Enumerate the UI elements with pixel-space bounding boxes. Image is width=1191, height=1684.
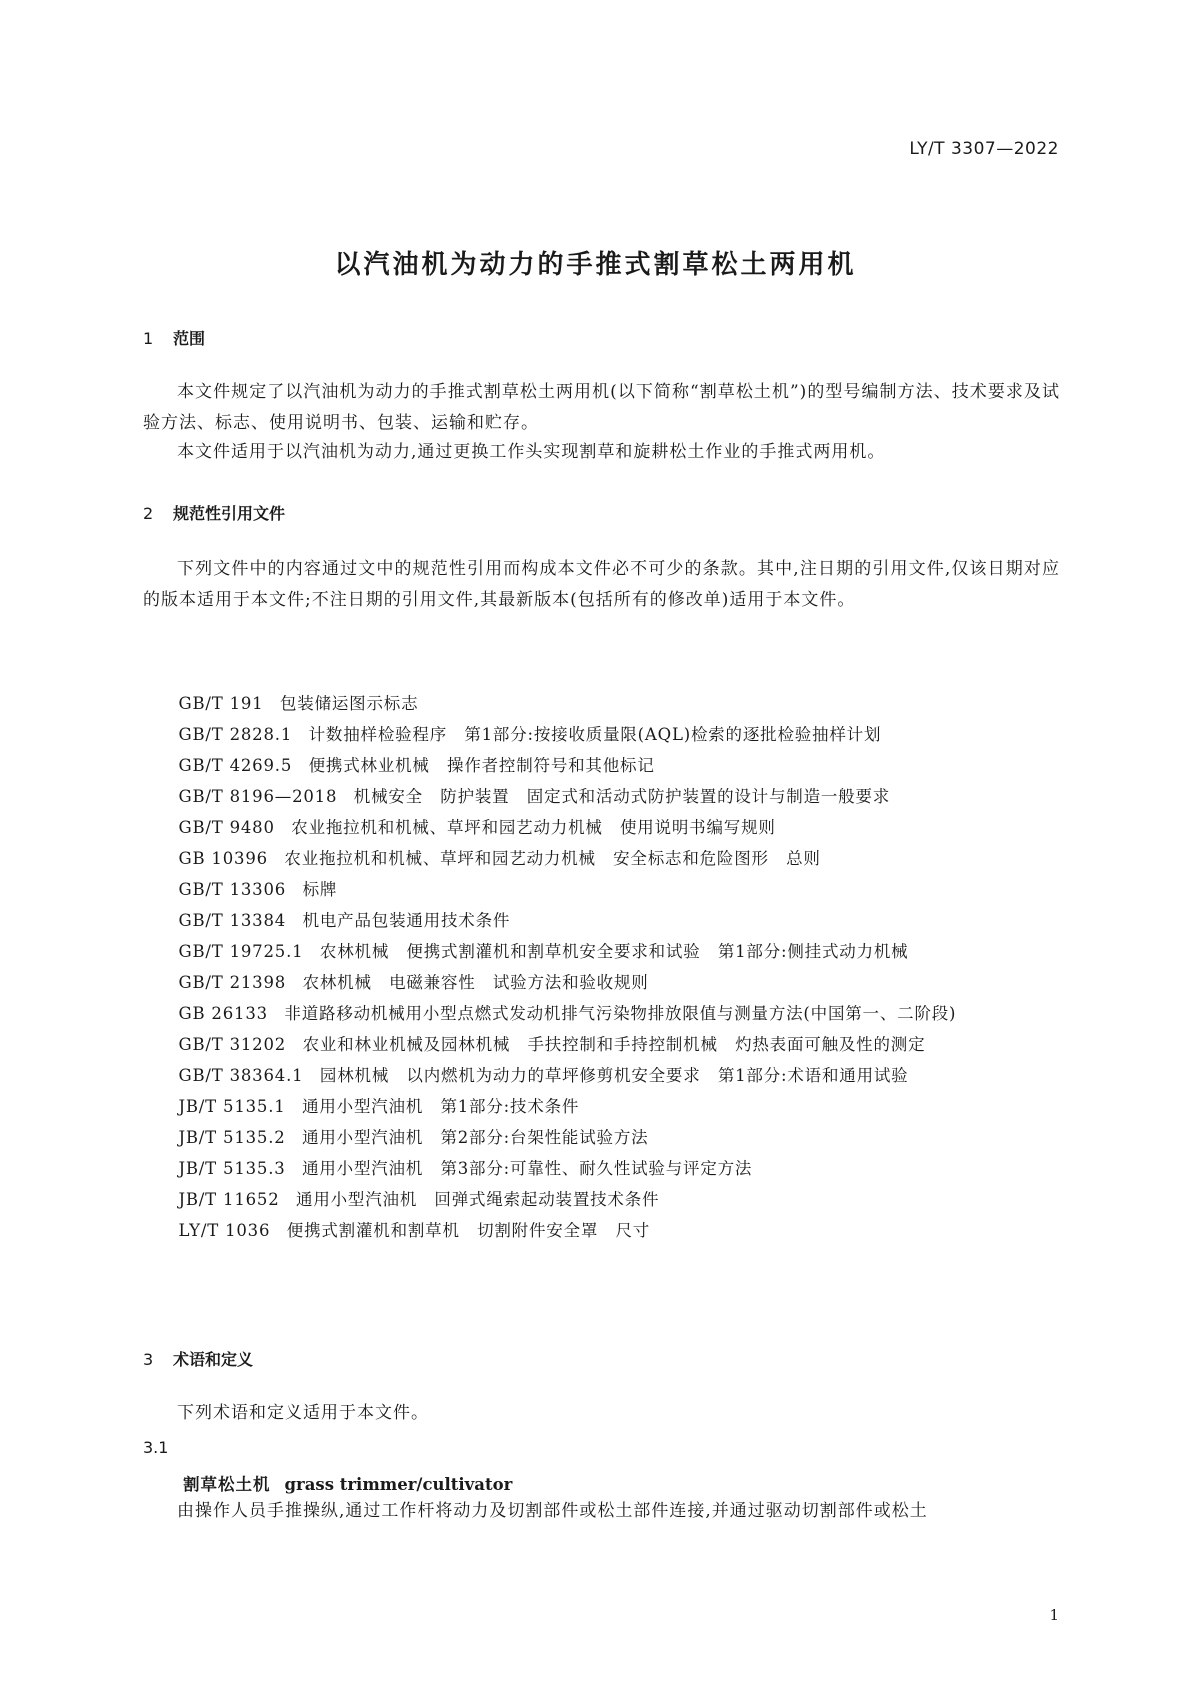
page-number: 1	[1049, 1606, 1059, 1624]
reference-item	[143, 750, 1060, 781]
section-number: 3	[143, 1350, 154, 1369]
term-entry	[183, 1471, 512, 1495]
reference-item	[143, 719, 1060, 750]
reference-code: GB/T 19725.1	[178, 942, 304, 961]
scope-paragraph-2: 本文件适用于以汽油机为动力,通过更换工作头实现割草和旋耕松土作业的手推式两用机。	[177, 442, 886, 462]
reference-item	[143, 905, 1060, 936]
reference-item	[143, 1060, 1060, 1091]
reference-title: 农业拖拉机和机械、草坪和园艺动力机械 安全标志和危险图形 总则	[284, 849, 821, 868]
reference-list	[143, 688, 1060, 1246]
reference-item	[143, 1215, 1060, 1246]
reference-code: GB/T 38364.1	[178, 1066, 304, 1085]
reference-item	[143, 998, 1060, 1029]
reference-title: 通用小型汽油机 回弹式绳索起动装置技术条件	[296, 1190, 660, 1209]
reference-code: JB/T 5135.3	[178, 1159, 286, 1178]
reference-item	[143, 936, 1060, 967]
reference-code: JB/T 11652	[178, 1190, 280, 1209]
section-number: 2	[143, 504, 154, 523]
section-number: 1	[143, 329, 154, 348]
reference-title: 通用小型汽油机 第3部分:可靠性、耐久性试验与评定方法	[302, 1159, 753, 1178]
reference-item	[143, 1184, 1060, 1215]
reference-code: GB/T 13384	[178, 911, 287, 930]
reference-title: 计数抽样检验程序 第1部分:按接收质量限(AQL)检索的逐批检验抽样计划	[308, 725, 882, 744]
reference-code: GB 10396	[178, 849, 268, 868]
section-title: 规范性引用文件	[173, 504, 286, 523]
reference-title: 标牌	[302, 880, 338, 899]
reference-code: GB/T 9480	[178, 818, 275, 837]
reference-code: GB/T 8196—2018	[178, 787, 338, 806]
reference-title: 农业和林业机械及园林机械 手扶控制和手持控制机械 灼热表面可触及性的测定	[302, 1035, 926, 1054]
reference-code: GB/T 2828.1	[178, 725, 293, 744]
reference-item	[143, 967, 1060, 998]
reference-item	[143, 1091, 1060, 1122]
scope-paragraph-1: 本文件规定了以汽油机为动力的手推式割草松土两用机(以下简称“割草松土机”)的型号编制方法、技术要求及试验方法、标志、使用说明书、包装、运输和贮存。	[143, 382, 1060, 433]
reference-title: 包装储运图示标志	[279, 694, 419, 713]
reference-code: GB/T 13306	[178, 880, 287, 899]
reference-title: 机械安全 防护装置 固定式和活动式防护装置的设计与制造一般要求	[353, 787, 891, 806]
reference-item	[143, 874, 1060, 905]
section-title: 范围	[173, 329, 206, 348]
clause-number: 3.1	[143, 1438, 169, 1457]
reference-code: GB/T 31202	[178, 1035, 287, 1054]
reference-code: LY/T 1036	[178, 1221, 271, 1240]
reference-title: 通用小型汽油机 第2部分:台架性能试验方法	[302, 1128, 649, 1147]
reference-code: JB/T 5135.1	[178, 1097, 286, 1116]
reference-item	[143, 843, 1060, 874]
reference-code: GB/T 4269.5	[178, 756, 293, 775]
reference-title: 通用小型汽油机 第1部分:技术条件	[302, 1097, 580, 1116]
reference-item	[143, 688, 1060, 719]
term-definition: 由操作人员手推操纵,通过工作杆将动力及切割部件或松土部件连接,并通过驱动切割部件或松土	[177, 1501, 928, 1521]
reference-code: JB/T 5135.2	[178, 1128, 286, 1147]
reference-title: 农林机械 便携式割灌机和割草机安全要求和试验 第1部分:侧挂式动力机械	[319, 942, 909, 961]
reference-title: 便携式割灌机和割草机 切割附件安全罩 尺寸	[286, 1221, 651, 1240]
reference-code: GB 26133	[178, 1004, 268, 1023]
standard-code: LY/T 3307—2022	[909, 139, 1059, 159]
terms-intro: 下列术语和定义适用于本文件。	[177, 1403, 429, 1423]
reference-item	[143, 1029, 1060, 1060]
section-heading-scope	[143, 326, 205, 349]
reference-code: GB/T 191	[178, 694, 264, 713]
reference-item	[143, 812, 1060, 843]
reference-title: 园林机械 以内燃机为动力的草坪修剪机安全要求 第1部分:术语和通用试验	[319, 1066, 909, 1085]
term-chinese: 割草松土机	[183, 1475, 271, 1494]
normative-intro: 下列文件中的内容通过文中的规范性引用而构成本文件必不可少的条款。其中,注日期的引用文件,仅该日期对应的版本适用于本文件;不注日期的引用文件,其最新版本(包括所有的修改单)适用于本文件。	[143, 559, 1060, 610]
reference-item	[143, 781, 1060, 812]
reference-title: 农林机械 电磁兼容性 试验方法和验收规则	[302, 973, 649, 992]
reference-item	[143, 1122, 1060, 1153]
reference-item	[143, 1153, 1060, 1184]
reference-title: 非道路移动机械用小型点燃式发动机排气污染物排放限值与测量方法(中国第一、二阶段)	[284, 1004, 957, 1023]
reference-code: GB/T 21398	[178, 973, 287, 992]
section-heading-normative	[143, 501, 285, 524]
section-heading-terms	[143, 1347, 253, 1370]
term-english: grass trimmer/cultivator	[284, 1475, 513, 1494]
reference-title: 农业拖拉机和机械、草坪和园艺动力机械 使用说明书编写规则	[291, 818, 776, 837]
document-title: 以汽油机为动力的手推式割草松土两用机	[334, 250, 857, 280]
section-title: 术语和定义	[173, 1350, 254, 1369]
reference-title: 机电产品包装通用技术条件	[302, 911, 511, 930]
reference-title: 便携式林业机械 操作者控制符号和其他标记	[308, 756, 655, 775]
